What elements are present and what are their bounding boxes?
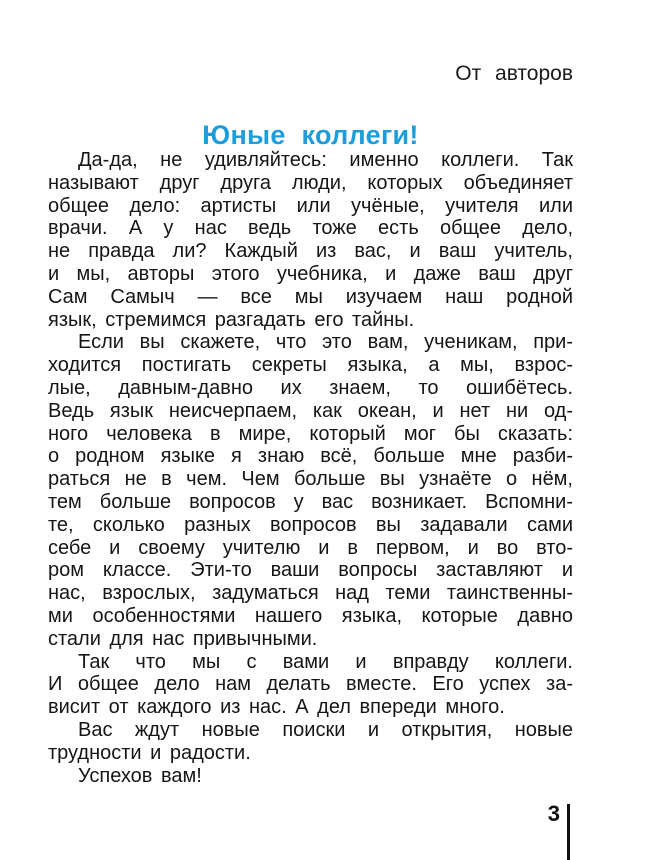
text-line: трудности и радости. <box>48 741 251 764</box>
text-line: ром классе. Эти-то ваши вопросы заставляют и <box>48 559 573 582</box>
text-line: о родном языке я знаю всё, больше мне разби- <box>48 445 573 468</box>
page-title: Юные коллеги! <box>202 120 419 151</box>
text-line: общее дело: артисты или учёные, учителя или <box>48 194 573 217</box>
text-line: ного человека в мире, который мог бы сказать: <box>48 422 573 445</box>
text-line: Так что мы с вами и вправду коллеги. <box>78 650 573 673</box>
text-line: Успехов вам! <box>78 764 202 787</box>
text-line: раться не в чем. Чем больше вы узнаёте о нём, <box>48 468 573 491</box>
text-line: врачи. А у нас ведь тоже есть общее дело, <box>48 217 573 240</box>
text-line: язык, стремимся разгадать его тайны. <box>48 308 415 331</box>
text-line: не правда ли? Каждый из вас, и ваш учитель, <box>48 240 573 263</box>
text-line: Вас ждут новые поиски и открытия, новые <box>78 718 573 741</box>
text-line: Если вы скажете, что это вам, ученикам, при- <box>78 331 573 354</box>
page-number: 3 <box>547 801 560 826</box>
text-line: называют друг друга люди, которых объединяет <box>48 171 573 194</box>
text-line: тем больше вопросов у вас возникает. Вспомни- <box>48 490 573 513</box>
page-number-divider <box>567 804 570 860</box>
text-line: ходится постигать секреты языка, а мы, взрос- <box>48 354 573 377</box>
body-text <box>48 149 573 787</box>
text-line: Ведь язык неисчерпаем, как океан, и нет ни од- <box>48 399 573 422</box>
text-line: И общее дело нам делать вместе. Его успех за- <box>48 673 573 696</box>
text-line: те, сколько разных вопросов вы задавали сами <box>48 513 573 536</box>
text-line: Сам Самыч — все мы изучаем наш родной <box>48 285 573 308</box>
text-line: нас, взрослых, задуматься над теми таинственны- <box>48 582 573 605</box>
text-line: Да-да, не удивляйтесь: именно коллеги. Так <box>78 149 573 171</box>
authors-section-label: От авторов <box>455 62 573 85</box>
text-line: лые, давным-давно их знаем, то ошибётесь. <box>48 376 573 399</box>
text-line: и мы, авторы этого учебника, и даже ваш друг <box>48 262 573 285</box>
text-line: себе и своему учителю и в первом, и во вто- <box>48 536 573 559</box>
text-line: ми особенностями нашего языка, которые давно <box>48 604 573 627</box>
text-line: висит от каждого из нас. А дел впереди много. <box>48 696 505 719</box>
text-line: стали для нас привычными. <box>48 627 318 650</box>
